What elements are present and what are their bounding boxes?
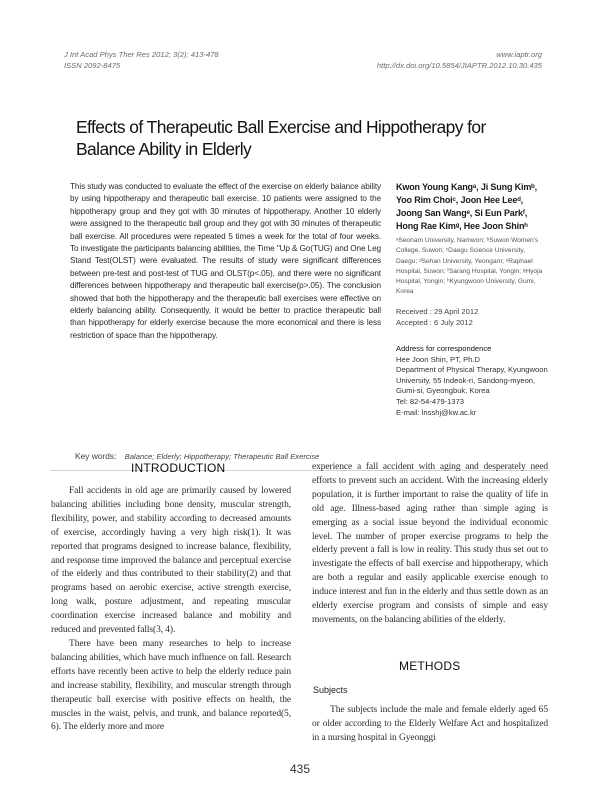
affiliations: ᵃSeonam University, Namwon; ᵇSuwon Women's College, Suwon; ᶜDaegu Science University, Daegu; ᵈSehan University, Yeongam; ᵉRaphael Hospital, Suwon; ᶠSarang Hospital, Yongin; ᵍHyoja Hospital, Yongin; ʰKyungwoon University, Gumi, Korea [396, 237, 543, 296]
methods-paragraph-1: The subjects include the male and female elderly aged 65 or older according to the Elderly Welfare Act and hospitalized in a nursing hospital in Gyeonggi [312, 705, 548, 743]
correspondence-department: Department of Physical Therapy, Kyungwoon University, 55 Indeok-ri, Sandong-myeon, Gumi-si, Gyeongbuk, Korea [396, 365, 548, 396]
article-doi[interactable]: http://dx.doi.org/10.5854/JIAPTR.2012.10.30.435 [376, 61, 542, 70]
page-number: 435 [289, 762, 311, 776]
article-title: Effects of Therapeutic Ball Exercise and Hippotherapy for Balance Ability in Elderly [76, 117, 486, 159]
received-date: Received : 29 April 2012 [396, 307, 479, 316]
journal-header-left [64, 49, 219, 71]
journal-issn: ISSN 2092-8475 [64, 61, 121, 70]
correspondence-name: Hee Joon Shin, PT, Ph.D [396, 354, 480, 364]
correspondence-email[interactable]: E-mail: lnsshj@kw.ac.kr [396, 407, 477, 417]
article-dates [396, 306, 478, 328]
intro-paragraph-2: There have been many researches to help to increase balancing abilities, which have much influence on fall. Research efforts have recently been active to help the elderly reduce pain and increase stability, flexibility, and muscular strength through therapeutic ball exercise with positive effects on health, the muscles in the waist, pelvis, and trunk, and balance reported(5, 6). The elderly more and more [51, 638, 291, 733]
abstract: This study was conducted to evaluate the effect of the exercise on elderly balance ability by using hippotherapy and therapeutic ball exercise. 10 patients were assigned to the hippotherapy group and they got with 30 minutes of hippotherapy. Another 10 elderly were assigned to the therapeutic ball group and they got with 30 minutes of therapeutic ball exercise. All procedures were repeated 5 times a week for the total of four weeks. To investigate the participants balancing abilities, the Time "Up & Go(TUG) and One Leg Stand Test(OLST) were evaluated. The results of study were significant differences between pre-test and post-test of TUG and OLST(p<.05), and there were no significant differences between hippotherapy and therapeutic ball exercise(p>.05). The conclusion showed that both the hippotherapy and the therapeutic ball exercises were effective on elderly balancing ability. Consequently, it would be better to practice therapeutic ball than hippotherapy for elderly exercise because the more economical and there is less restriction of space than the hippotherapy. [70, 182, 381, 340]
accepted-date: Accepted : 6 July 2012 [396, 318, 473, 327]
keywords-value: Balance; Elderly; Hippotherapy; Therapeutic Ball Exercise [124, 452, 320, 461]
correspondence-block [396, 344, 548, 418]
methods-heading: METHODS [399, 659, 461, 673]
keywords [75, 451, 319, 461]
journal-website[interactable]: www.iaptr.org [496, 50, 542, 59]
right-column [312, 461, 548, 628]
keywords-label: Key words: [75, 451, 117, 461]
author-list: Kwon Young Kangᵃ, Ji Sung Kimᵇ, Yoo Rim Choiᶜ, Joon Hee Leeᵈ, Joong San Wangᵉ, Si Eun Parkᶠ, Hong Rae Kimᵍ, Hee Joon Shinʰ [396, 182, 537, 231]
correspondence-phone: Tel: 82-54-479-1373 [396, 396, 464, 406]
intro-paragraph-3: experience a fall accident with aging and desperately need efforts to prevent such an accident. With the increasing elderly population, it is further important to raise the quality of life in old age. Illness-based aging rather than simple aging is emerging as a social issue beyond the individual economic level. The number of proper exercise programs to help the elderly prevent a fall is low in reality. This study thus set out to investigate the effects of ball exercise and hippotherapy, which are both a regular and easily applicable exercise enough to induce interest and fun in the elderly and thus settle down as an elderly exercise program and consists of simple and easy movements, on the balancing abilities of the elderly. [312, 462, 548, 625]
introduction-heading: INTRODUCTION [131, 461, 226, 475]
journal-citation: J Int Acad Phys Ther Res 2012; 3(2): 413-478 [64, 50, 219, 59]
subjects-subheading: Subjects [313, 685, 348, 695]
journal-header-right [377, 49, 542, 71]
methods-text [312, 704, 548, 746]
correspondence-heading: Address for correspondence [396, 344, 492, 353]
intro-paragraph-1: Fall accidents in old age are primarily caused by lowered balancing abilities including bone density, muscular strength, flexibility, power, and stability according to decreased amounts of exercise, accordingly having a very high risk(1). It was reported that programs designed to increase balance, flexibility, and response time improved the balance and perceptual exercise of the elderly and thus contributed to their stability(2) and that programs based on aerobic exercise, active strength exercise, long walk, posture adjustment, and repeating muscular coordination exercise increased balance and mobility and reduced and prevented falls(3, 4). [51, 486, 291, 636]
left-column [51, 485, 291, 735]
